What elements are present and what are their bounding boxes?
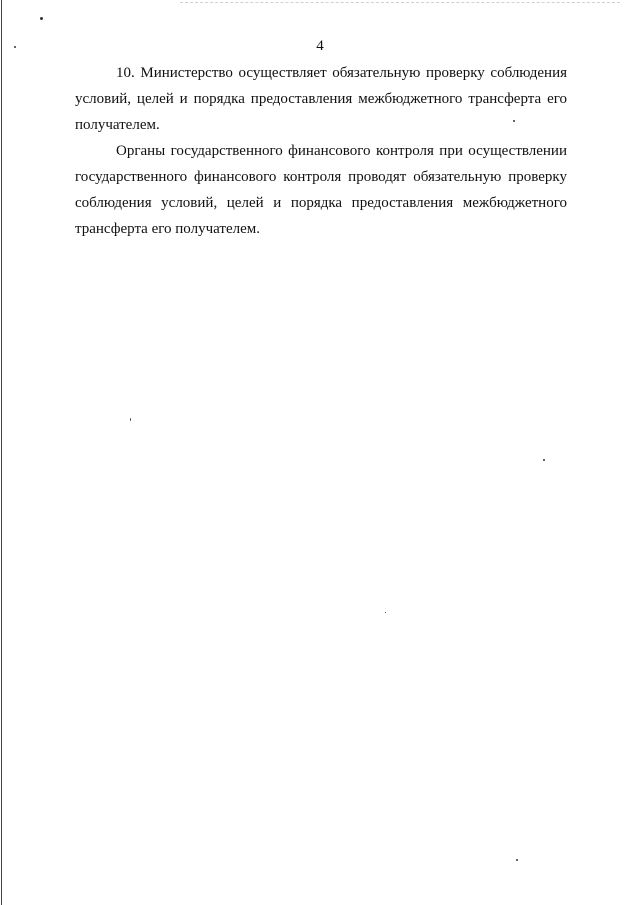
scan-edge-line — [1, 0, 2, 905]
scan-speck — [130, 418, 131, 421]
top-scan-artifact — [180, 2, 620, 3]
scan-speck — [516, 859, 518, 861]
scan-speck — [543, 459, 545, 461]
scan-speck — [40, 17, 43, 20]
scan-speck — [385, 612, 386, 613]
paragraph-2: Органы государственного финансового контроля при осуществлении государственного финансового контроля проводят обязательную проверку соблюдения условий, целей и порядка предоставления межбюджетного трансферта его получателем. — [75, 143, 567, 237]
paragraph-1: 10. Министерство осуществляет обязательную проверку соблюдения условий, целей и порядка предоставления межбюджетного трансферта его получателем. — [75, 65, 567, 133]
page-number: 4 — [316, 38, 324, 54]
